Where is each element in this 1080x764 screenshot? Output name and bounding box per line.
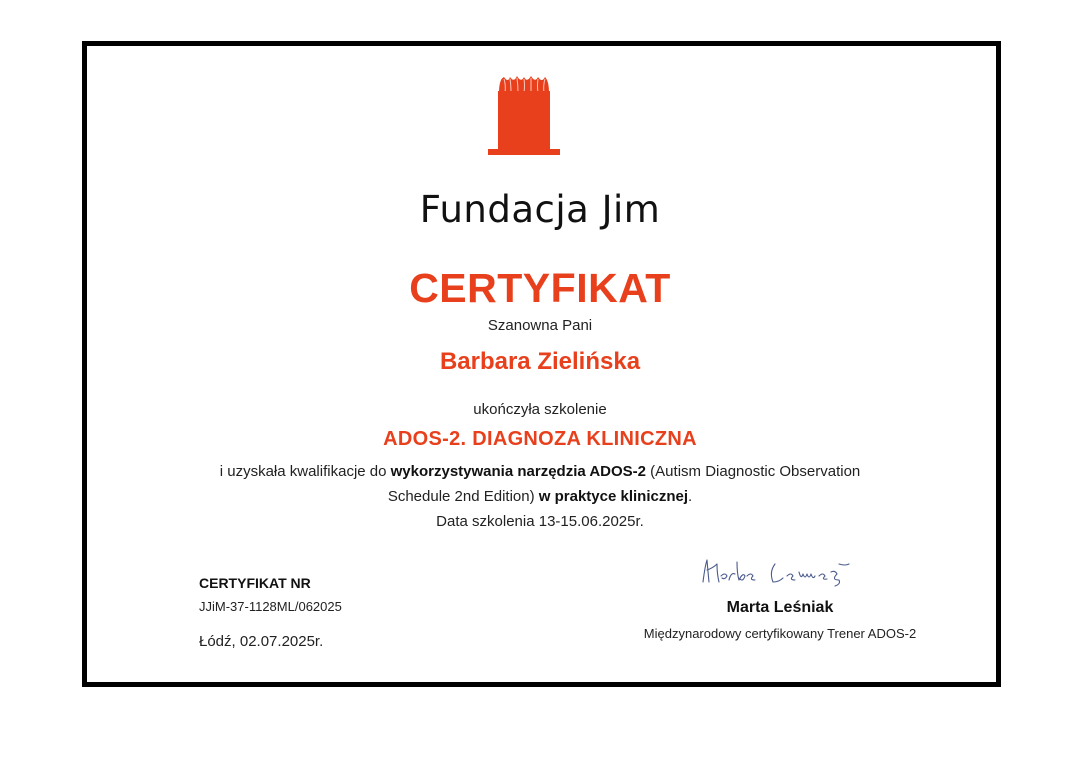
certificate-title: CERTYFIKAT bbox=[409, 265, 671, 311]
certificate-number: JJiM-37-1128ML/062025 bbox=[199, 599, 342, 614]
course-name: ADOS-2. DIAGNOZA KLINICZNA bbox=[383, 428, 697, 450]
foundation-name: Fundacja Jim bbox=[419, 188, 661, 231]
qualification-text bbox=[190, 459, 890, 534]
flame-pedestal-logo bbox=[485, 73, 563, 159]
qual-bold-2: w praktyce klinicznej bbox=[538, 488, 688, 505]
qual-text-3: . bbox=[688, 488, 693, 505]
completion-text: ukończyła szkolenie bbox=[473, 401, 607, 418]
salutation: Szanowna Pani bbox=[487, 317, 593, 334]
trainer-title: Międzynarodowy certyfikowany Trener ADOS-2 bbox=[643, 626, 917, 641]
training-date: Data szkolenia 13-15.06.2025r. bbox=[436, 513, 644, 530]
qual-text-2: (Autism Diagnostic Observation Schedule 2nd Edition) bbox=[387, 463, 861, 505]
trainer-name: Marta Leśniak bbox=[726, 599, 834, 616]
qual-bold-1: wykorzystywania narzędzia ADOS-2 bbox=[390, 463, 647, 480]
recipient-name: Barbara Zielińska bbox=[439, 348, 641, 375]
qual-text-1: i uzyskała kwalifikacje do bbox=[219, 463, 391, 480]
place-and-date: Łódź, 02.07.2025r. bbox=[199, 633, 324, 650]
handwritten-signature bbox=[695, 552, 865, 592]
certificate-number-label: CERTYFIKAT NR bbox=[199, 575, 311, 591]
